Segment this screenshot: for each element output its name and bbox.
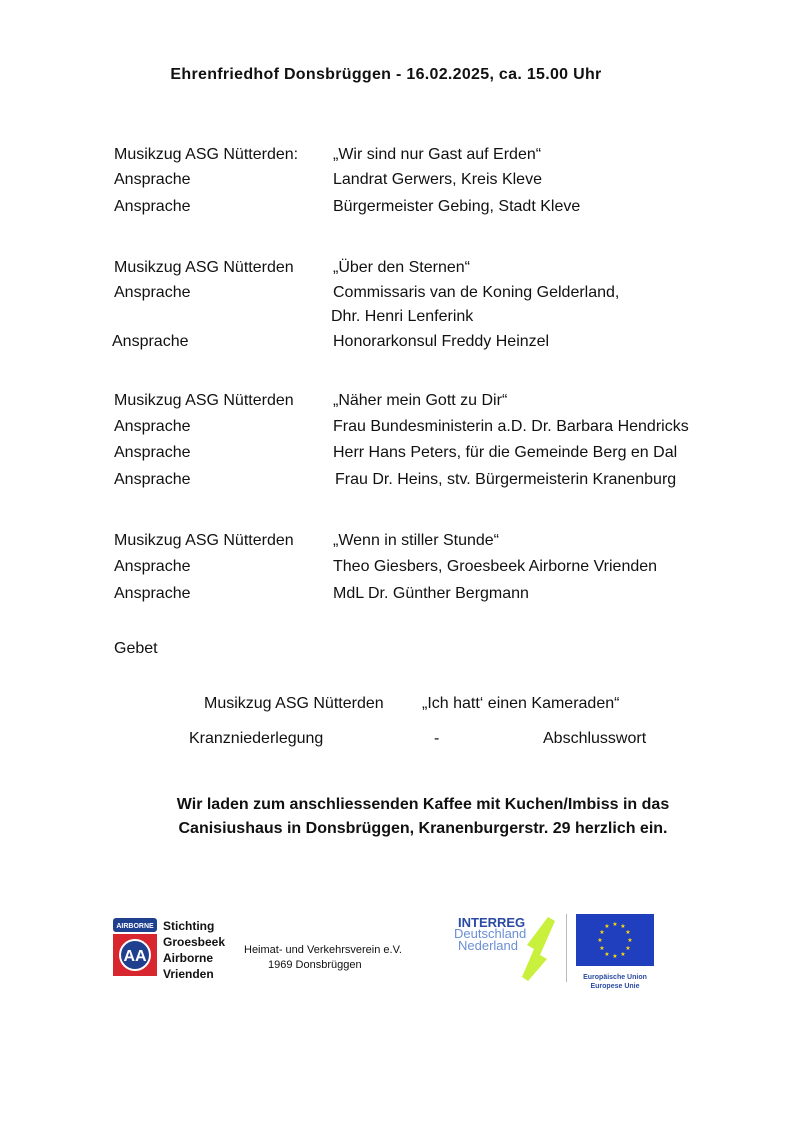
- program-right: Herr Hans Peters, für die Gemeinde Berg en Dal: [333, 444, 678, 461]
- program-right: „Wenn in stiller Stunde“: [333, 532, 499, 549]
- svg-text:★: ★: [620, 951, 626, 958]
- program-left: Ansprache: [114, 558, 191, 575]
- svg-text:★: ★: [612, 953, 618, 960]
- interreg-text: INTERREG: [458, 915, 526, 930]
- heimat-line-1: Heimat- und Verkehrsverein e.V.: [244, 944, 402, 956]
- svg-text:★: ★: [604, 951, 610, 958]
- interreg-logo: [452, 915, 562, 985]
- svg-text:★: ★: [625, 929, 631, 936]
- svg-text:★: ★: [627, 937, 633, 944]
- airborne-tab-text: AIRBORNE: [116, 923, 154, 930]
- program-right: Commissaris van de Koning Gelderland,: [333, 284, 620, 301]
- program-left: Ansprache: [114, 418, 191, 435]
- program-left: Musikzug ASG Nütterden: [114, 259, 294, 276]
- separator-dash: -: [434, 730, 440, 747]
- eu-text-nl: Europese Unie: [590, 983, 640, 990]
- program-right: „Näher mein Gott zu Dir“: [333, 392, 508, 409]
- program-left: Ansprache: [114, 198, 191, 215]
- program-left: Ansprache: [114, 471, 191, 488]
- stichting-line: Airborne: [163, 951, 214, 965]
- invitation-line-1: Wir laden zum anschliessenden Kaffee mit Kuchen/Imbiss in das: [176, 796, 670, 813]
- heimat-line-2: 1969 Donsbrüggen: [268, 959, 362, 971]
- airborne-badge-logo: [113, 918, 157, 976]
- eu-logo: [576, 914, 654, 990]
- program-right: Bürgermeister Gebing, Stadt Kleve: [333, 198, 581, 215]
- finale-band: Musikzug ASG Nütterden: [204, 695, 384, 712]
- program-left: Musikzug ASG Nütterden: [114, 392, 294, 409]
- program-right: „Über den Sternen“: [333, 259, 470, 276]
- program-left: Ansprache: [114, 585, 191, 602]
- program-left: Musikzug ASG Nütterden:: [114, 146, 299, 163]
- svg-text:AA: AA: [123, 948, 147, 965]
- svg-text:★: ★: [612, 921, 618, 928]
- prayer: Gebet: [114, 640, 158, 657]
- program-right: Dhr. Henri Lenferink: [331, 308, 474, 325]
- interreg-deutschland: Deutschland: [454, 926, 527, 941]
- program-right: Theo Giesbers, Groesbeek Airborne Vrienden: [333, 558, 658, 575]
- program-right: Frau Bundesministerin a.D. Dr. Barbara Hendricks: [333, 418, 689, 435]
- svg-text:★: ★: [599, 945, 605, 952]
- program-right: „Wir sind nur Gast auf Erden“: [333, 146, 542, 163]
- page-title: Ehrenfriedhof Donsbrüggen - 16.02.2025, ca. 15.00 Uhr: [170, 66, 602, 83]
- svg-text:★: ★: [599, 929, 605, 936]
- program-left: Ansprache: [112, 333, 189, 350]
- stichting-line: Groesbeek: [163, 935, 226, 949]
- program-right: Frau Dr. Heins, stv. Bürgermeisterin Kranenburg: [335, 471, 677, 488]
- svg-text:★: ★: [604, 923, 610, 930]
- program-left: Ansprache: [114, 171, 191, 188]
- program-right: Honorarkonsul Freddy Heinzel: [333, 333, 550, 350]
- logo-divider: [566, 914, 567, 982]
- finale-song: „Ich hatt‘ einen Kameraden“: [422, 695, 620, 712]
- invitation-line-2: Canisiushaus in Donsbrüggen, Kranenburgerstr. 29 herzlich ein.: [178, 820, 668, 837]
- eu-text-de: Europäische Union: [583, 974, 647, 981]
- closing-word: Abschlusswort: [543, 730, 647, 747]
- stichting-logo-text: [163, 918, 225, 982]
- program-left: Musikzug ASG Nütterden: [114, 532, 294, 549]
- program-left: Ansprache: [114, 444, 191, 461]
- program-right: Landrat Gerwers, Kreis Kleve: [333, 171, 542, 188]
- wreath-laying: Kranzniederlegung: [189, 730, 324, 747]
- eu-flag-icon: [576, 914, 654, 966]
- svg-text:★: ★: [625, 945, 631, 952]
- stichting-line: Stichting: [163, 919, 215, 933]
- svg-text:★: ★: [620, 923, 626, 930]
- program-left: Ansprache: [114, 284, 191, 301]
- svg-text:★: ★: [597, 937, 603, 944]
- program-right: MdL Dr. Günther Bergmann: [333, 585, 529, 602]
- stichting-line: Vrienden: [163, 967, 214, 981]
- interreg-nederland: Nederland: [458, 938, 518, 953]
